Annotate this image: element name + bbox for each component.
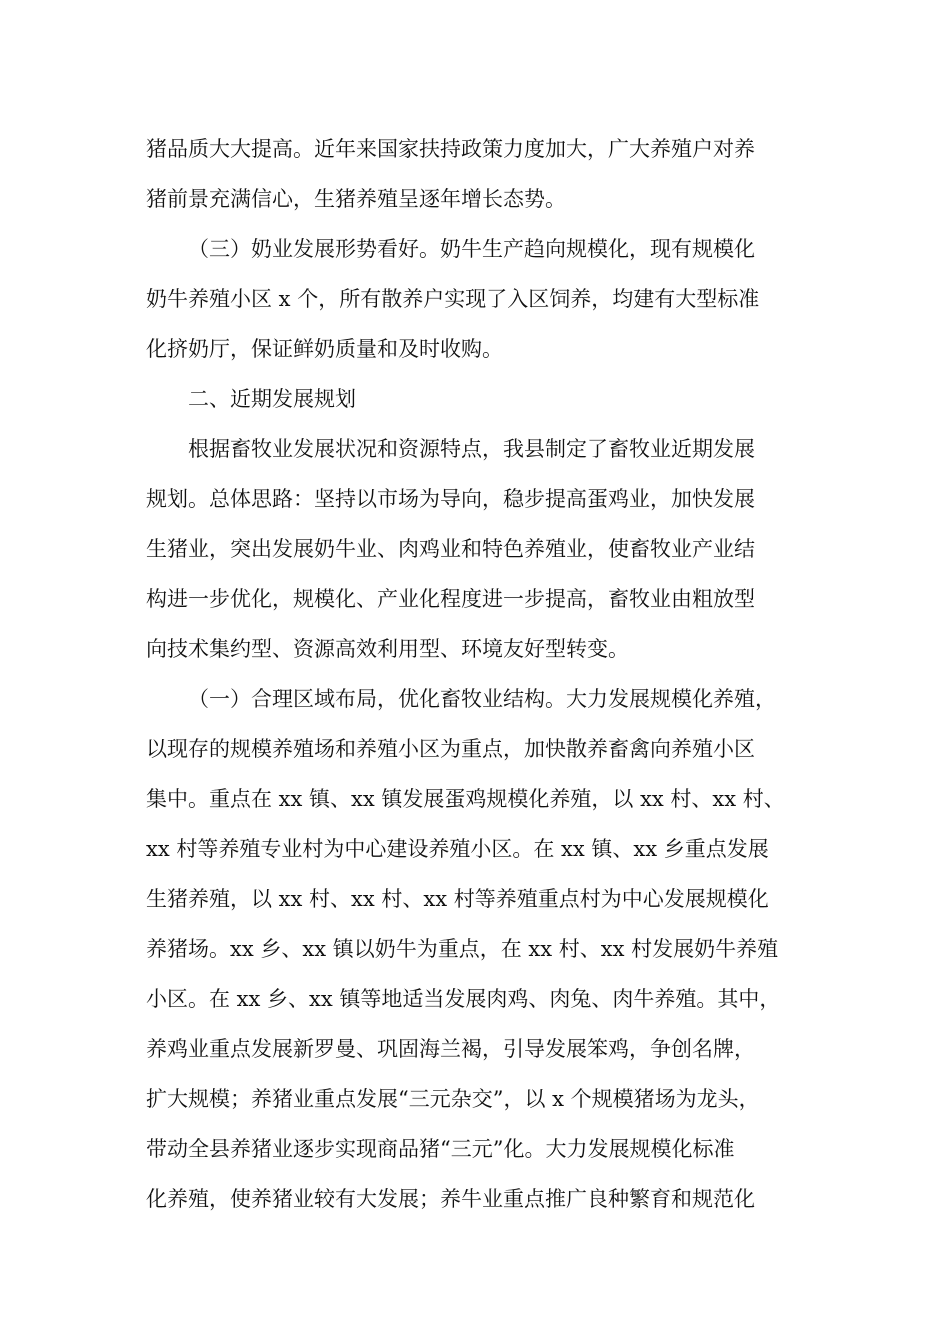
text-line: 带动全县养猪业逐步实现商品猪“三元”化。大力发展规模化标准: [146, 1137, 735, 1161]
text-line: 小区。在 xx 乡、xx 镇等地适当发展肉鸡、肉兔、肉牛养殖。其中，: [146, 987, 781, 1011]
text-line: 生猪养殖，以 xx 村、xx 村、xx 村等养殖重点村为中心发展规模化: [146, 887, 769, 911]
text-line: 养鸡业重点发展新罗曼、巩固海兰褐，引导发展笨鸡，争创名牌，: [146, 1037, 755, 1061]
text-line: 化养殖，使养猪业较有大发展；养牛业重点推广良种繁育和规范化: [146, 1187, 755, 1211]
text-line: 猪前景充满信心，生猪养殖呈逐年增长态势。: [146, 187, 566, 211]
paragraph-start-line: （一）合理区域布局，优化畜牧业结构。大力发展规模化养殖，: [188, 687, 776, 711]
text-line: xx 村等养殖专业村为中心建设养殖小区。在 xx 镇、xx 乡重点发展: [146, 837, 769, 861]
text-line: 集中。重点在 xx 镇、xx 镇发展蛋鸡规模化养殖，以 xx 村、xx 村、: [146, 787, 785, 811]
paragraph-start-line: （三）奶业发展形势看好。奶牛生产趋向规模化，现有规模化: [188, 237, 755, 261]
text-line: 猪品质大大提高。近年来国家扶持政策力度加大，广大养殖户对养: [146, 137, 755, 161]
section-heading: 二、近期发展规划: [188, 387, 356, 411]
text-line: 向技术集约型、资源高效利用型、环境友好型转变。: [146, 637, 629, 661]
text-line: 规划。总体思路：坚持以市场为导向，稳步提高蛋鸡业，加快发展: [146, 487, 755, 511]
text-line: 养猪场。xx 乡、xx 镇以奶牛为重点，在 xx 村、xx 村发展奶牛养殖: [146, 937, 779, 961]
text-line: 生猪业，突出发展奶牛业、肉鸡业和特色养殖业，使畜牧业产业结: [146, 537, 755, 561]
text-line: 以现存的规模养殖场和养殖小区为重点，加快散养畜禽向养殖小区: [146, 737, 755, 761]
text-line: 化挤奶厅，保证鲜奶质量和及时收购。: [146, 337, 503, 361]
paragraph-start-line: 根据畜牧业发展状况和资源特点，我县制定了畜牧业近期发展: [188, 437, 755, 461]
text-line: 奶牛养殖小区 x 个，所有散养户实现了入区饲养，均建有大型标准: [146, 287, 760, 311]
text-line: 构进一步优化，规模化、产业化程度进一步提高，畜牧业由粗放型: [146, 587, 755, 611]
text-line: 扩大规模；养猪业重点发展“三元杂交”，以 x 个规模猪场为龙头，: [146, 1087, 760, 1111]
